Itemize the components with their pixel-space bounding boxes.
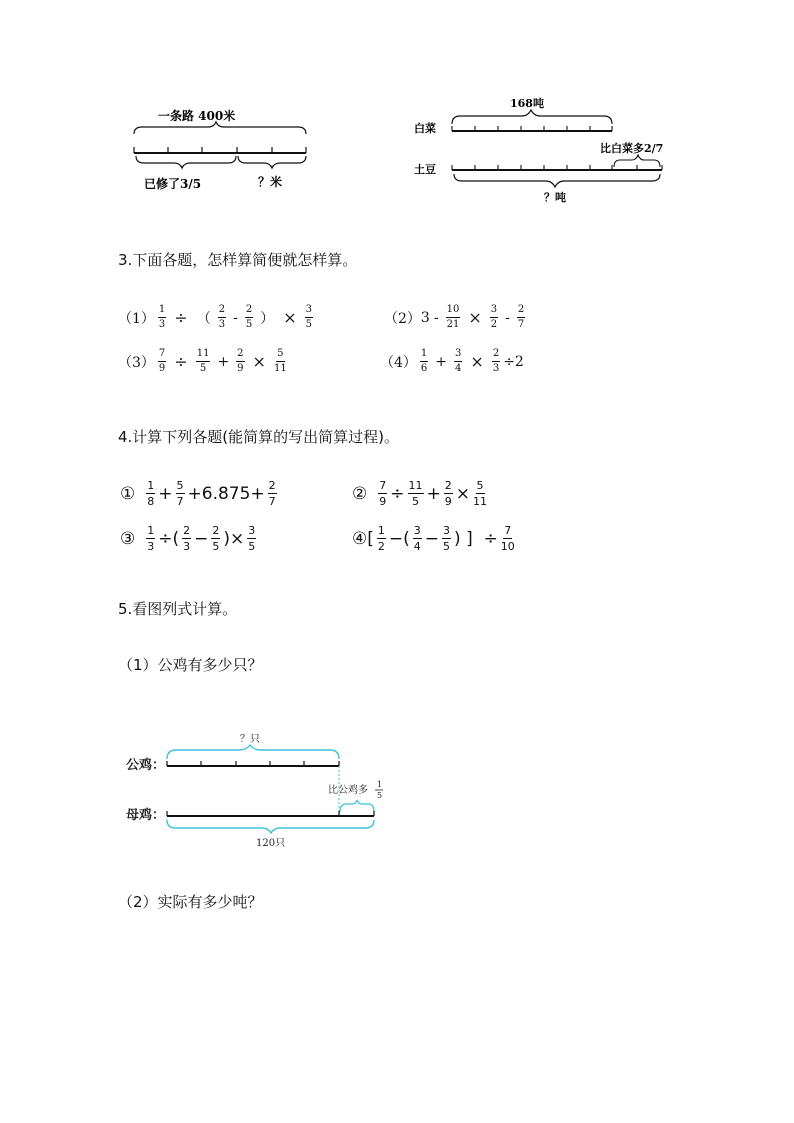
q3-problem-3: （3） $\frac{7}{9}$ ÷ $\frac{11}{5}$ + $\frac{2}{9}$ × $\frac{5}{11}$ [118,348,287,374]
fraction: $\frac{2}{7}$ [517,304,525,330]
fraction: $\frac{3}{2}$ [490,304,498,330]
cabbage-diagram [410,92,680,208]
rooster-row-label: 公鸡： [126,758,166,773]
fraction: $\frac{2}{9}$ [237,348,244,374]
q4-title: 4.计算下列各题(能简算的写出简算过程)。 [118,428,400,446]
more-fraction-numerator: 1 [377,780,383,789]
q3-problem-2: （2） 3 - $\frac{10}{21}$ × $\frac{3}{2}$ - $\frac{2}{7}$ [384,304,525,330]
cabbage-more-label: 比白菜多2/7 [600,142,664,155]
fraction: $\frac{1}{8}$ [147,479,155,508]
q4-problem-4: ④ [ $\frac{1}{2}$ −( $\frac{3}{4}$ − $\frac{3}{5}$ ) ] ÷ $\frac{7}{10}$ [352,524,515,553]
road-total-label: 一条路 400米 [158,109,236,123]
q5-title: 5.看图列式计算。 [118,600,238,618]
fraction: $\frac{1}{6}$ [420,348,428,374]
fraction: $\frac{3}{5}$ [443,524,451,553]
chicken-diagram [120,726,400,852]
fraction: $\frac{2}{5}$ [212,524,220,553]
more-brace [340,800,374,812]
fraction: $\frac{7}{9}$ [379,479,387,508]
potato-bottom-brace [454,174,660,187]
q3-p2-label: （2） [384,310,421,327]
fraction: $\frac{5}{11}$ [273,348,287,374]
fraction: $\frac{1}{2}$ [377,524,385,553]
q3-problem-4: （4） $\frac{1}{6}$ + $\frac{3}{4}$ × $\frac{2}{3}$ ÷2 [380,348,524,374]
q5-sub1: （1）公鸡有多少只？ [118,656,263,674]
fraction: $\frac{2}{3}$ [183,524,191,553]
fraction: $\frac{3}{5}$ [305,304,312,330]
road-repaired-label: 已修了3/5 [144,177,202,191]
hen-row-label: 母鸡： [126,808,166,823]
q4-c1-label: ① [120,483,136,504]
q3-p4-label: （4） [380,354,417,371]
potato-unknown-label: ？吨 [544,191,566,204]
fraction: $\frac{11}{5}$ [408,479,423,508]
road-repaired-brace [136,156,236,168]
q3-p3-label: （3） [118,354,155,371]
rooster-unknown-label: ？只 [240,734,260,745]
more-fraction-denominator: 5 [377,791,383,800]
fraction: $\frac{7}{10}$ [500,524,515,553]
cabbage-total-label: 168吨 [510,97,544,110]
q4-c4-label: ④ [352,528,368,549]
road-top-brace [134,122,306,134]
fraction: $\frac{1}{3}$ [147,524,155,553]
q3-p1-label: （1） [118,310,155,327]
fraction: $\frac{3}{4}$ [413,524,421,553]
q4-problem-1: ① $\frac{1}{8}$ + $\frac{5}{7}$ + 6.875 + $\frac{2}{7}$ [120,479,276,508]
fraction: $\frac{2}{3}$ [492,348,500,374]
fraction: $\frac{3}{4}$ [455,348,462,374]
q3-problem-1: （1） $\frac{1}{3}$ ÷ （ $\frac{2}{3}$ - $\frac{2}{5}$ ） × $\frac{3}{5}$ [118,304,312,330]
fraction: $\frac{11}{5}$ [196,348,210,374]
hen-total-label: 120只 [256,838,286,849]
fraction: $\frac{1}{3}$ [158,304,166,330]
fraction: $\frac{2}{9}$ [444,479,452,508]
cabbage-top-brace [452,110,612,124]
hen-bottom-brace [167,820,374,833]
fraction: $\frac{2}{5}$ [245,304,253,330]
fraction: $\frac{7}{9}$ [158,348,166,374]
fraction: $\frac{2}{7}$ [268,479,276,508]
q4-c2-label: ② [352,483,368,504]
cabbage-row-label: 白菜 [414,122,436,135]
potato-row-label: 土豆 [414,163,436,176]
q4-problem-3: ③ $\frac{1}{3}$ ÷( $\frac{2}{3}$ − $\frac{2}{5}$ )× $\frac{3}{5}$ [120,524,256,553]
q3-title: 3.下面各题，怎样算简便就怎样算。 [118,251,358,269]
road-diagram [120,100,320,200]
rooster-top-brace [167,745,339,759]
fraction: $\frac{5}{11}$ [473,479,487,508]
more-prefix-label: 比公鸡多 [328,785,368,796]
fraction: $\frac{10}{21}$ [446,304,460,330]
road-unknown-brace [238,156,306,168]
road-unknown-label: ？米 [258,175,283,189]
q4-c3-label: ③ [120,528,136,549]
fraction: $\frac{5}{7}$ [176,479,184,508]
q5-sub2: （2）实际有多少吨？ [118,893,263,911]
q4-problem-2: ② $\frac{7}{9}$ ÷ $\frac{11}{5}$ + $\frac{2}{9}$ × $\frac{5}{11}$ [352,479,487,508]
fraction: $\frac{3}{5}$ [248,524,256,553]
fraction: $\frac{2}{3}$ [218,304,226,330]
